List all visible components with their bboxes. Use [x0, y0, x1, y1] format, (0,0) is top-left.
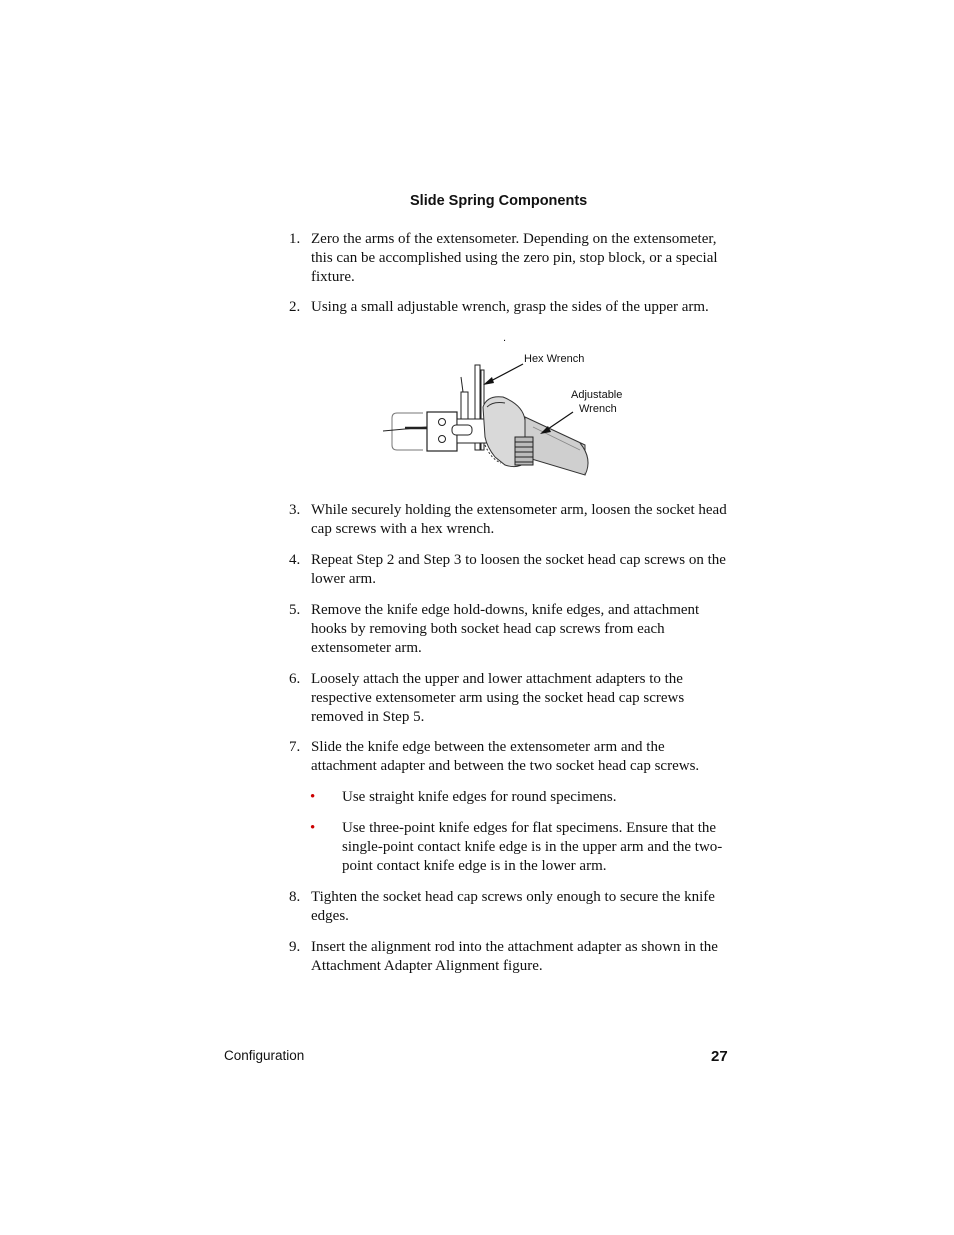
step-item [289, 601, 734, 658]
step-item [289, 551, 734, 589]
step-text: Slide the knife edge between the extensometer arm and the attachment adapter and between the two socket head cap screws. [311, 739, 700, 774]
step-item [289, 501, 734, 539]
step-item [289, 298, 734, 317]
step-number: 4. [289, 552, 301, 568]
section-heading: Slide Spring Components [410, 193, 588, 209]
stray-mark: . [503, 332, 507, 344]
step-number: 7. [289, 739, 301, 755]
step-text: Remove the knife edge hold-downs, knife edges, and attachment hooks by removing both socket head cap screws from each extensometer arm. [311, 602, 700, 656]
bullet-text: Use three-point knife edges for flat specimens. Ensure that the single-point contact knife edge is in the upper arm and the two-point contact knife edge is in the lower arm. [342, 820, 723, 874]
step-item [289, 738, 734, 776]
step-text: Zero the arms of the extensometer. Depending on the extensometer, this can be accomplished using the zero pin, stop block, or a special fixture. [311, 231, 718, 285]
step-text: Using a small adjustable wrench, grasp the sides of the upper arm. [311, 299, 709, 315]
step-item [289, 670, 734, 727]
step-number: 8. [289, 889, 301, 905]
step-item [289, 888, 734, 926]
step-number: 5. [289, 602, 301, 618]
step-text: Loosely attach the upper and lower attachment adapters to the respective extensometer arm using the socket head cap screws removed in Step 5. [311, 671, 685, 725]
adjustable-wrench-label-line2: Wrench [579, 403, 617, 415]
step-number: 9. [289, 939, 301, 955]
bullet-item [310, 819, 734, 876]
footer-section-name: Configuration [224, 1048, 305, 1063]
step-number: 1. [289, 231, 301, 247]
step-text: Tighten the socket head cap screws only enough to secure the knife edges. [311, 889, 715, 924]
bullet-item [310, 788, 734, 807]
step-number: 3. [289, 502, 301, 518]
step-text: Repeat Step 2 and Step 3 to loosen the socket head cap screws on the lower arm. [311, 552, 726, 587]
bullet-text: Use straight knife edges for round specimens. [342, 789, 617, 805]
hex-wrench-label: Hex Wrench [524, 353, 585, 365]
page-number: 27 [711, 1048, 728, 1065]
step-item [289, 938, 734, 976]
step-text: While securely holding the extensometer arm, loosen the socket head cap screws with a hex wrench. [311, 502, 727, 537]
step-number: 6. [289, 671, 301, 687]
adjustable-wrench-label-line1: Adjustable [571, 389, 623, 401]
step-number: 2. [289, 299, 301, 315]
step-text: Insert the alignment rod into the attachment adapter as shown in the Attachment Adapter Alignment figure. [311, 939, 718, 974]
wrench-figure [375, 332, 645, 485]
bullet-marker: • [310, 789, 316, 805]
bullet-marker: • [310, 820, 316, 836]
step-item [289, 230, 734, 287]
